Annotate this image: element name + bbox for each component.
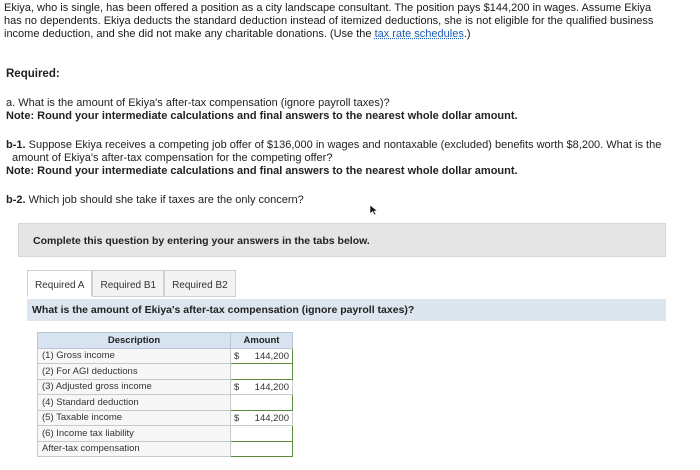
question-b1 [6, 139, 694, 178]
dollar-sign: $ [234, 350, 240, 362]
intro-line-2: has no dependents. Ekiya deducts the standard deduction instead of itemized deductions, she is not eligible for the qualified business [4, 15, 654, 27]
intro-line-1: Ekiya, who is single, has been offered a position as a city landscape consultant. The position pays $144,200 in wages. Assume Ekiya [4, 2, 652, 14]
dollar-sign: $ [234, 412, 240, 424]
header-amount: Amount [231, 333, 293, 349]
mouse-cursor-icon [369, 204, 379, 216]
amount-input[interactable] [231, 364, 293, 380]
tab-bar [27, 270, 236, 298]
row-description: (6) Income tax liability [38, 426, 231, 442]
question-a [6, 97, 694, 123]
question-b2 [6, 194, 694, 207]
tab-required-a[interactable]: Required A [27, 270, 92, 297]
table-row [38, 410, 293, 426]
row-description: (4) Standard deduction [38, 395, 231, 411]
table-row [38, 395, 293, 411]
question-b1-line-2: amount of Ekiya's after-tax compensation for the competing offer? [12, 152, 333, 164]
row-description: (5) Taxable income [38, 410, 231, 426]
table-row [38, 426, 293, 442]
tax-rate-schedules-link[interactable]: tax rate schedules [374, 28, 464, 40]
amount-value: 144,200 [254, 350, 289, 362]
question-b1-tag: b-1. [6, 139, 26, 151]
table-row [38, 379, 293, 395]
intro-line-3-suffix: .) [463, 28, 471, 40]
row-description: After-tax compensation [38, 441, 231, 457]
tab-required-b2[interactable]: Required B2 [164, 270, 236, 297]
after-tax-table [37, 332, 293, 457]
row-description: (2) For AGI deductions [38, 364, 231, 380]
question-a-note: Note: Round your intermediate calculations and final answers to the nearest whole dollar amount. [6, 110, 518, 122]
intro-line-3 [4, 28, 694, 41]
question-b1-note: Note: Round your intermediate calculations and final answers to the nearest whole dollar amount. [6, 165, 518, 177]
table-row [38, 441, 293, 457]
amount-value: 144,200 [254, 381, 289, 393]
table-header-row [38, 333, 293, 349]
row-description: (3) Adjusted gross income [38, 379, 231, 395]
question-b2-text: Which job should she take if taxes are the only concern? [25, 194, 304, 206]
amount-cell [231, 379, 293, 395]
amount-input[interactable] [231, 395, 293, 411]
amount-input[interactable] [231, 426, 293, 442]
dollar-sign: $ [234, 381, 240, 393]
question-b1-text: Suppose Ekiya receives a competing job offer of $136,000 in wages and nontaxable (excluded) benefits worth $8,200. What is the [25, 139, 662, 151]
instruction-bar: Complete this question by entering your answers in the tabs below. [18, 223, 666, 257]
required-heading: Required: [6, 68, 60, 80]
intro-line-3-prefix: income deduction, and she did not make any charitable donations. (Use the [4, 28, 375, 40]
row-description: (1) Gross income [38, 348, 231, 364]
question-b1-line-1 [6, 139, 694, 152]
table-row [38, 348, 293, 364]
amount-input[interactable] [231, 348, 293, 364]
tab-question-bar: What is the amount of Ekiya's after-tax compensation (ignore payroll taxes)? [27, 299, 666, 321]
table-row [38, 364, 293, 380]
tab-required-b1[interactable]: Required B1 [92, 270, 164, 297]
question-a-text: a. What is the amount of Ekiya's after-tax compensation (ignore payroll taxes)? [6, 97, 390, 109]
question-b2-tag: b-2. [6, 194, 26, 206]
problem-intro [4, 2, 694, 41]
header-description: Description [38, 333, 231, 349]
amount-cell [231, 410, 293, 426]
amount-value: 144,200 [254, 412, 289, 424]
amount-input[interactable] [231, 441, 293, 457]
